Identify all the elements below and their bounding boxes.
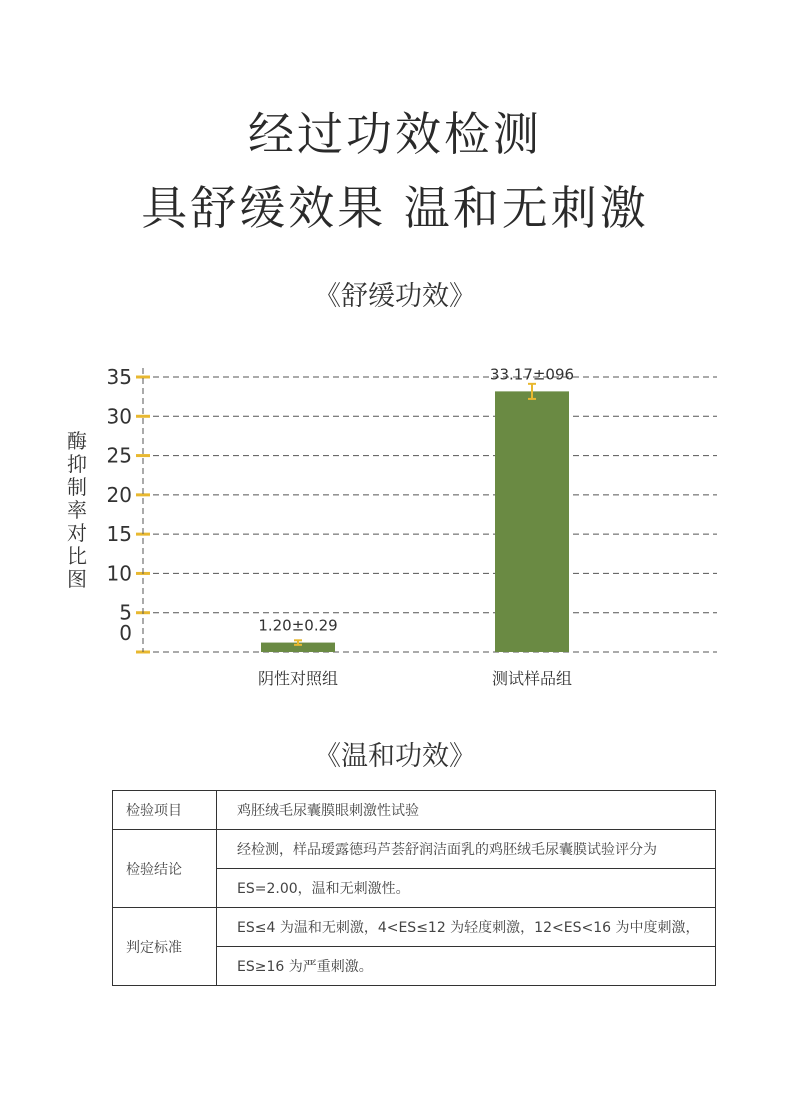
y-tick-label-35: 35: [106, 365, 132, 389]
headline-line-1: 经过功效检测: [248, 107, 542, 161]
data-label-2: 33.17±096: [489, 365, 575, 384]
y-tick-label-5: 5: [119, 600, 132, 625]
chart-y-axis-label: 酶抑制率对比图: [67, 429, 87, 591]
table-label-criteria: 判定标准: [113, 908, 217, 986]
table-row-criteria: [113, 908, 716, 947]
table-label-test-item: 检验项目: [113, 791, 217, 830]
table-row-conclusion: [113, 830, 716, 869]
y-tick-label-10: 10: [106, 561, 132, 586]
table-value-test-item: 鸡胚绒毛尿囊膜眼刺激性试验: [217, 791, 716, 830]
bar-chart: [0, 350, 790, 690]
table-row-test-item: [113, 791, 716, 830]
y-tick-label-25: 25: [106, 443, 132, 468]
y-tick-label-15: 15: [106, 522, 132, 547]
y-tick-label-20: 20: [106, 482, 132, 507]
test-result-table: [112, 790, 716, 986]
bar-2: [495, 391, 569, 652]
table-value-criteria-line-2: ES≥16 为严重刺激。: [217, 947, 716, 986]
table-value-criteria-line-1: ES≤4 为温和无刺激，4<ES≤12 为轻度刺激，12<ES<16 为中度刺激，: [217, 908, 716, 947]
category-label-1: 阴性对照组: [257, 669, 339, 688]
data-label-1: 1.20±0.29: [258, 616, 338, 635]
section-title-mildness: 《温和功效》: [314, 741, 476, 772]
y-tick-label-0: 0: [119, 621, 132, 645]
headline-line-2: 具舒缓效果 温和无刺激: [141, 181, 649, 235]
table-label-conclusion: 检验结论: [113, 830, 217, 908]
y-tick-label-30: 30: [106, 404, 132, 429]
category-label-2: 测试样品组: [491, 669, 573, 688]
table-value-conclusion-line-2: ES=2.00，温和无刺激性。: [217, 869, 716, 908]
table-value-conclusion-line-1: 经检测，样品瑷露德玛芦荟舒润洁面乳的鸡胚绒毛尿囊膜试验评分为: [217, 830, 716, 869]
section-title-soothing: 《舒缓功效》: [314, 281, 476, 312]
